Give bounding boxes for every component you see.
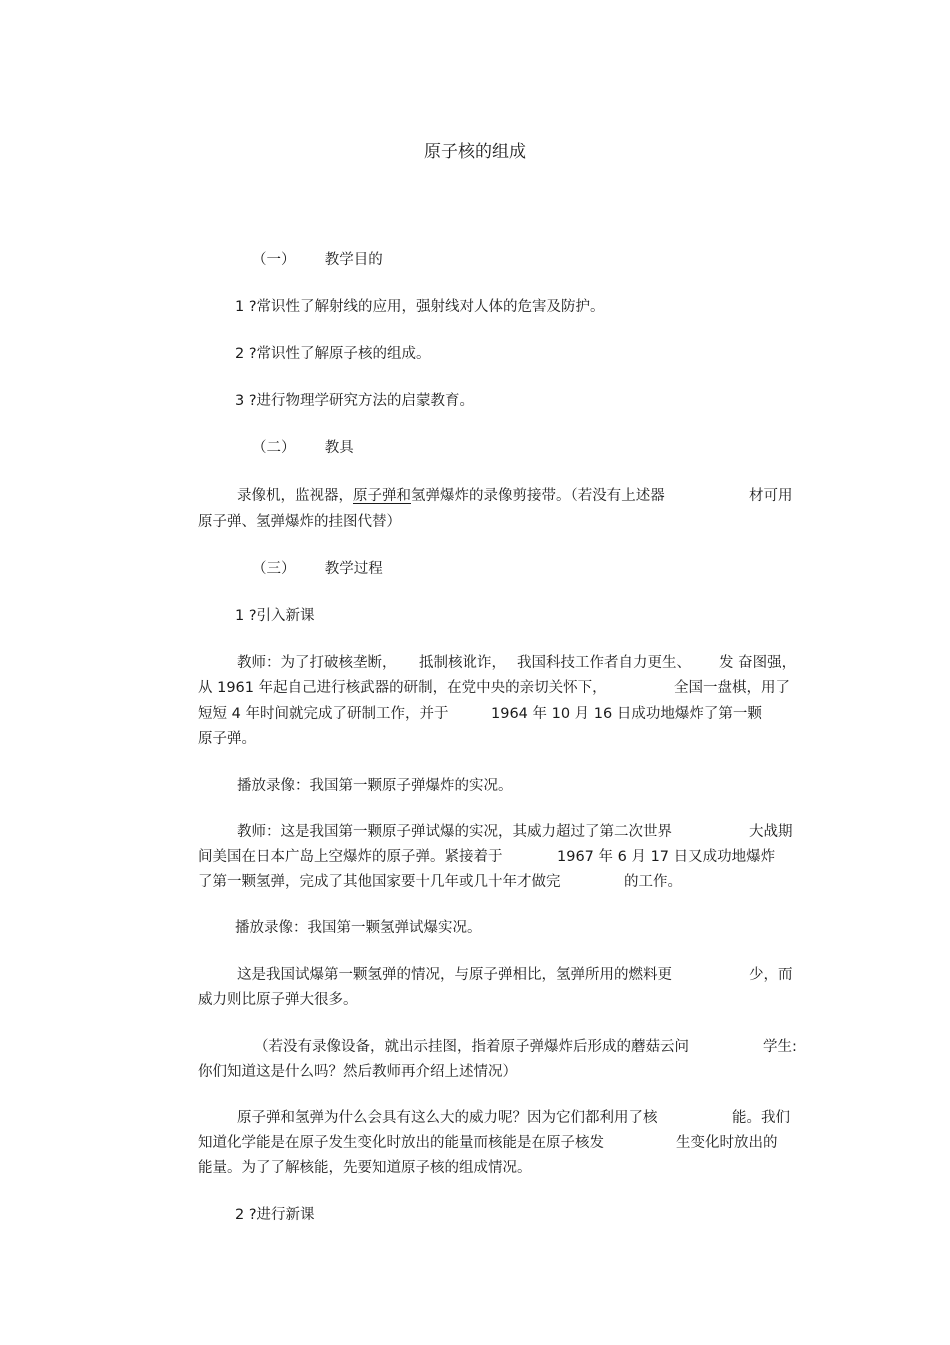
section-number: （三） [252,561,296,577]
objective-item-1: 1 ?常识性了解射线的应用，强射线对人体的危害及防护。 [235,299,605,315]
paragraph-5-line-2a: 知道化学能是在原子发生变化时放出的能量而核能是在原子核发 [198,1135,604,1151]
section-heading-1 [252,250,383,270]
paragraph-1-line-1a: 教师：为了打破核垄断， [237,655,397,671]
paragraph-4-line-1a: （若没有录像设备，就出示挂图，指着原子弹爆炸后形成的蘑菇云问 [254,1039,689,1055]
section-heading-3 [252,559,383,579]
paragraph-1-line-3a: 短短 4 年时间就完成了研制工作，并于 [198,706,449,722]
video-note-1: 播放录像：我国第一颗原子弹爆炸的实况。 [237,778,513,794]
paragraph-2-line-1a: 教师：这是我国第一颗原子弹试爆的实况，其威力超过了第二次世界 [237,824,672,840]
tools-line-1-tail: 材可用 [749,488,793,504]
paragraph-4-line-2: 你们知道这是什么吗？然后教师再介绍上述情况） [198,1064,517,1080]
text-run: 氢弹爆炸的录像剪接带。（若没有上述器 [411,488,665,504]
paragraph-1-line-1b: 抵制核讹诈， [419,655,506,671]
paragraph-4-line-1b: 学生: [763,1039,797,1055]
section-number: （一） [252,252,296,268]
paragraph-5-line-3: 能量。为了了解核能，先要知道原子核的组成情况。 [198,1160,532,1176]
paragraph-2-line-3a: 了第一颗氢弹，完成了其他国家要十几年或几十年才做完 [198,874,561,890]
step-heading-2: 2 ?进行新课 [235,1207,315,1223]
paragraph-3-line-1a: 这是我国试爆第一颗氢弹的情况，与原子弹相比，氢弹所用的燃料更 [237,967,672,983]
section-label: 教学过程 [324,561,383,577]
paragraph-1-line-1c: 我国科技工作者自力更生、 [517,655,691,671]
video-note-2: 播放录像：我国第一颗氢弹试爆实况。 [235,920,482,936]
paragraph-2-line-2a: 间美国在日本广岛上空爆炸的原子弹。紧接着于 [198,849,503,865]
objective-item-3: 3 ?进行物理学研究方法的启蒙教育。 [235,393,475,409]
paragraph-1-line-2b: 全国一盘棋，用了 [674,680,790,696]
paragraph-5-line-1a: 原子弹和氢弹为什么会具有这么大的威力呢？因为它们都利用了核 [237,1110,658,1126]
section-label: 教学目的 [324,252,383,268]
paragraph-3-line-2: 威力则比原子弹大很多。 [198,992,358,1008]
paragraph-1-line-1d: 发 奋图强， [719,655,797,671]
paragraph-3-line-1b: 少，而 [749,967,793,983]
text-run: 录像机，监视器， [237,488,353,504]
tools-line-2: 原子弹、氢弹爆炸的挂图代替） [198,514,401,530]
section-label: 教具 [324,440,354,456]
section-heading-2 [252,438,354,458]
paragraph-2-line-2b: 1967 年 6 月 17 日又成功地爆炸 [557,849,776,865]
paragraph-1-line-4: 原子弹。 [198,731,256,747]
underlined-text: 原子弹和 [353,488,411,504]
paragraph-5-line-1b: 能。我们 [732,1110,790,1126]
tools-line-1 [237,486,665,506]
section-number: （二） [252,440,296,456]
paragraph-5-line-2b: 生变化时放出的 [676,1135,778,1151]
paragraph-2-line-1b: 大战期 [749,824,793,840]
paragraph-1-line-2a: 从 1961 年起自己进行核武器的研制，在党中央的亲切关怀下， [198,680,607,696]
objective-item-2: 2 ?常识性了解原子核的组成。 [235,346,431,362]
step-heading-1: 1 ?引入新课 [235,608,315,624]
document-title: 原子核的组成 [424,142,526,162]
paragraph-1-line-3b: 1964 年 10 月 16 日成功地爆炸了第一颗 [491,706,762,722]
paragraph-2-line-3b: 的工作。 [624,874,682,890]
